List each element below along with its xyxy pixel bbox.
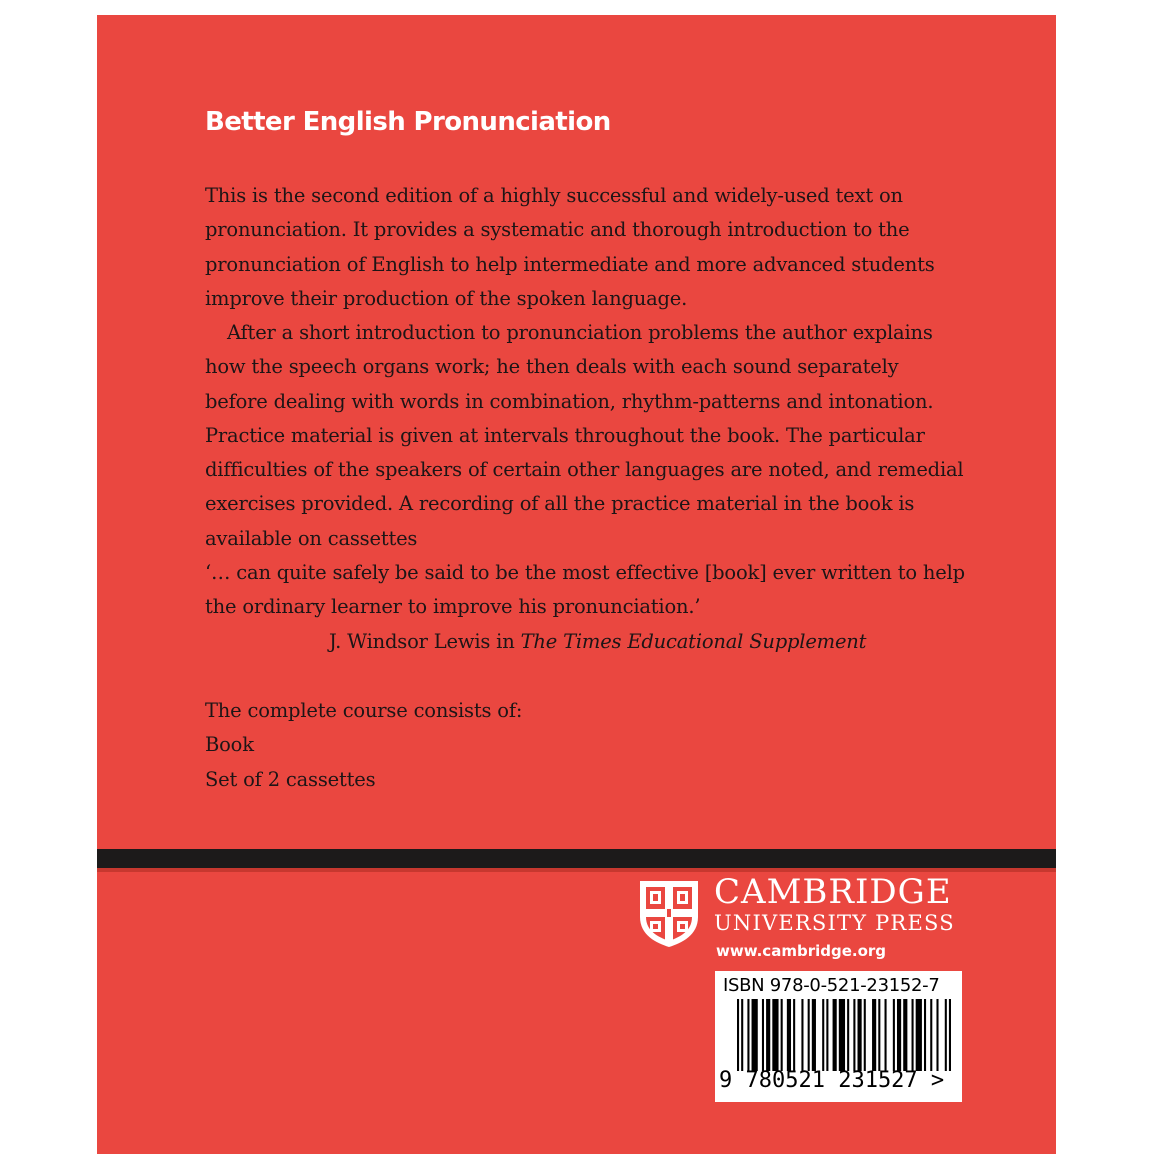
course-item-book: Book bbox=[205, 733, 254, 757]
description-paragraph-1: This is the second edition of a highly successful and widely-used text on pronunciation. It provides a systematic and thorough introduction to the pronunciation of English to help intermediate and more advanced students improve their production of the spoken language. bbox=[205, 184, 935, 310]
course-heading: The complete course consists of: bbox=[205, 699, 523, 722]
publisher-name bbox=[714, 872, 955, 934]
barcode-label bbox=[715, 971, 962, 1102]
university-shield-icon bbox=[638, 879, 700, 949]
publisher-name-line1: CAMBRIDGE bbox=[714, 872, 952, 912]
publisher-url: www.cambridge.org bbox=[716, 942, 887, 960]
isbn-number: ISBN 978-0-521-23152-7 bbox=[723, 975, 940, 996]
attribution-author: J. Windsor Lewis in bbox=[329, 630, 515, 653]
course-item-cassettes: Set of 2 cassettes bbox=[205, 767, 376, 791]
publisher-name-line2: UNIVERSITY PRESS bbox=[714, 911, 955, 935]
book-title: Better English Pronunciation bbox=[205, 107, 611, 137]
course-contents bbox=[205, 694, 522, 797]
ean-digits: 9 780521 231527 > bbox=[719, 1068, 945, 1093]
black-stripe bbox=[97, 849, 1056, 868]
barcode-bars bbox=[737, 999, 951, 1071]
quote-attribution bbox=[329, 625, 866, 659]
book-back-cover bbox=[97, 15, 1056, 1154]
attribution-source: The Times Educational Supplement bbox=[520, 630, 867, 653]
description-paragraph-2: After a short introduction to pronunciation problems the author explains how the speech organs work; he then deals with each sound separately before dealing with words in combination, rhythm-patterns and intonation. Practice material is given at intervals throughout the book. The particular difficulties of the speakers of certain other languages are noted, and remedial exercises provided. A recording of all the practice material in the book is available on cassettes bbox=[205, 321, 964, 550]
review-quote: ‘… can quite safely be said to be the most effective [book] ever written to help the ordinary learner to improve his pronunciation.’ bbox=[205, 561, 965, 619]
